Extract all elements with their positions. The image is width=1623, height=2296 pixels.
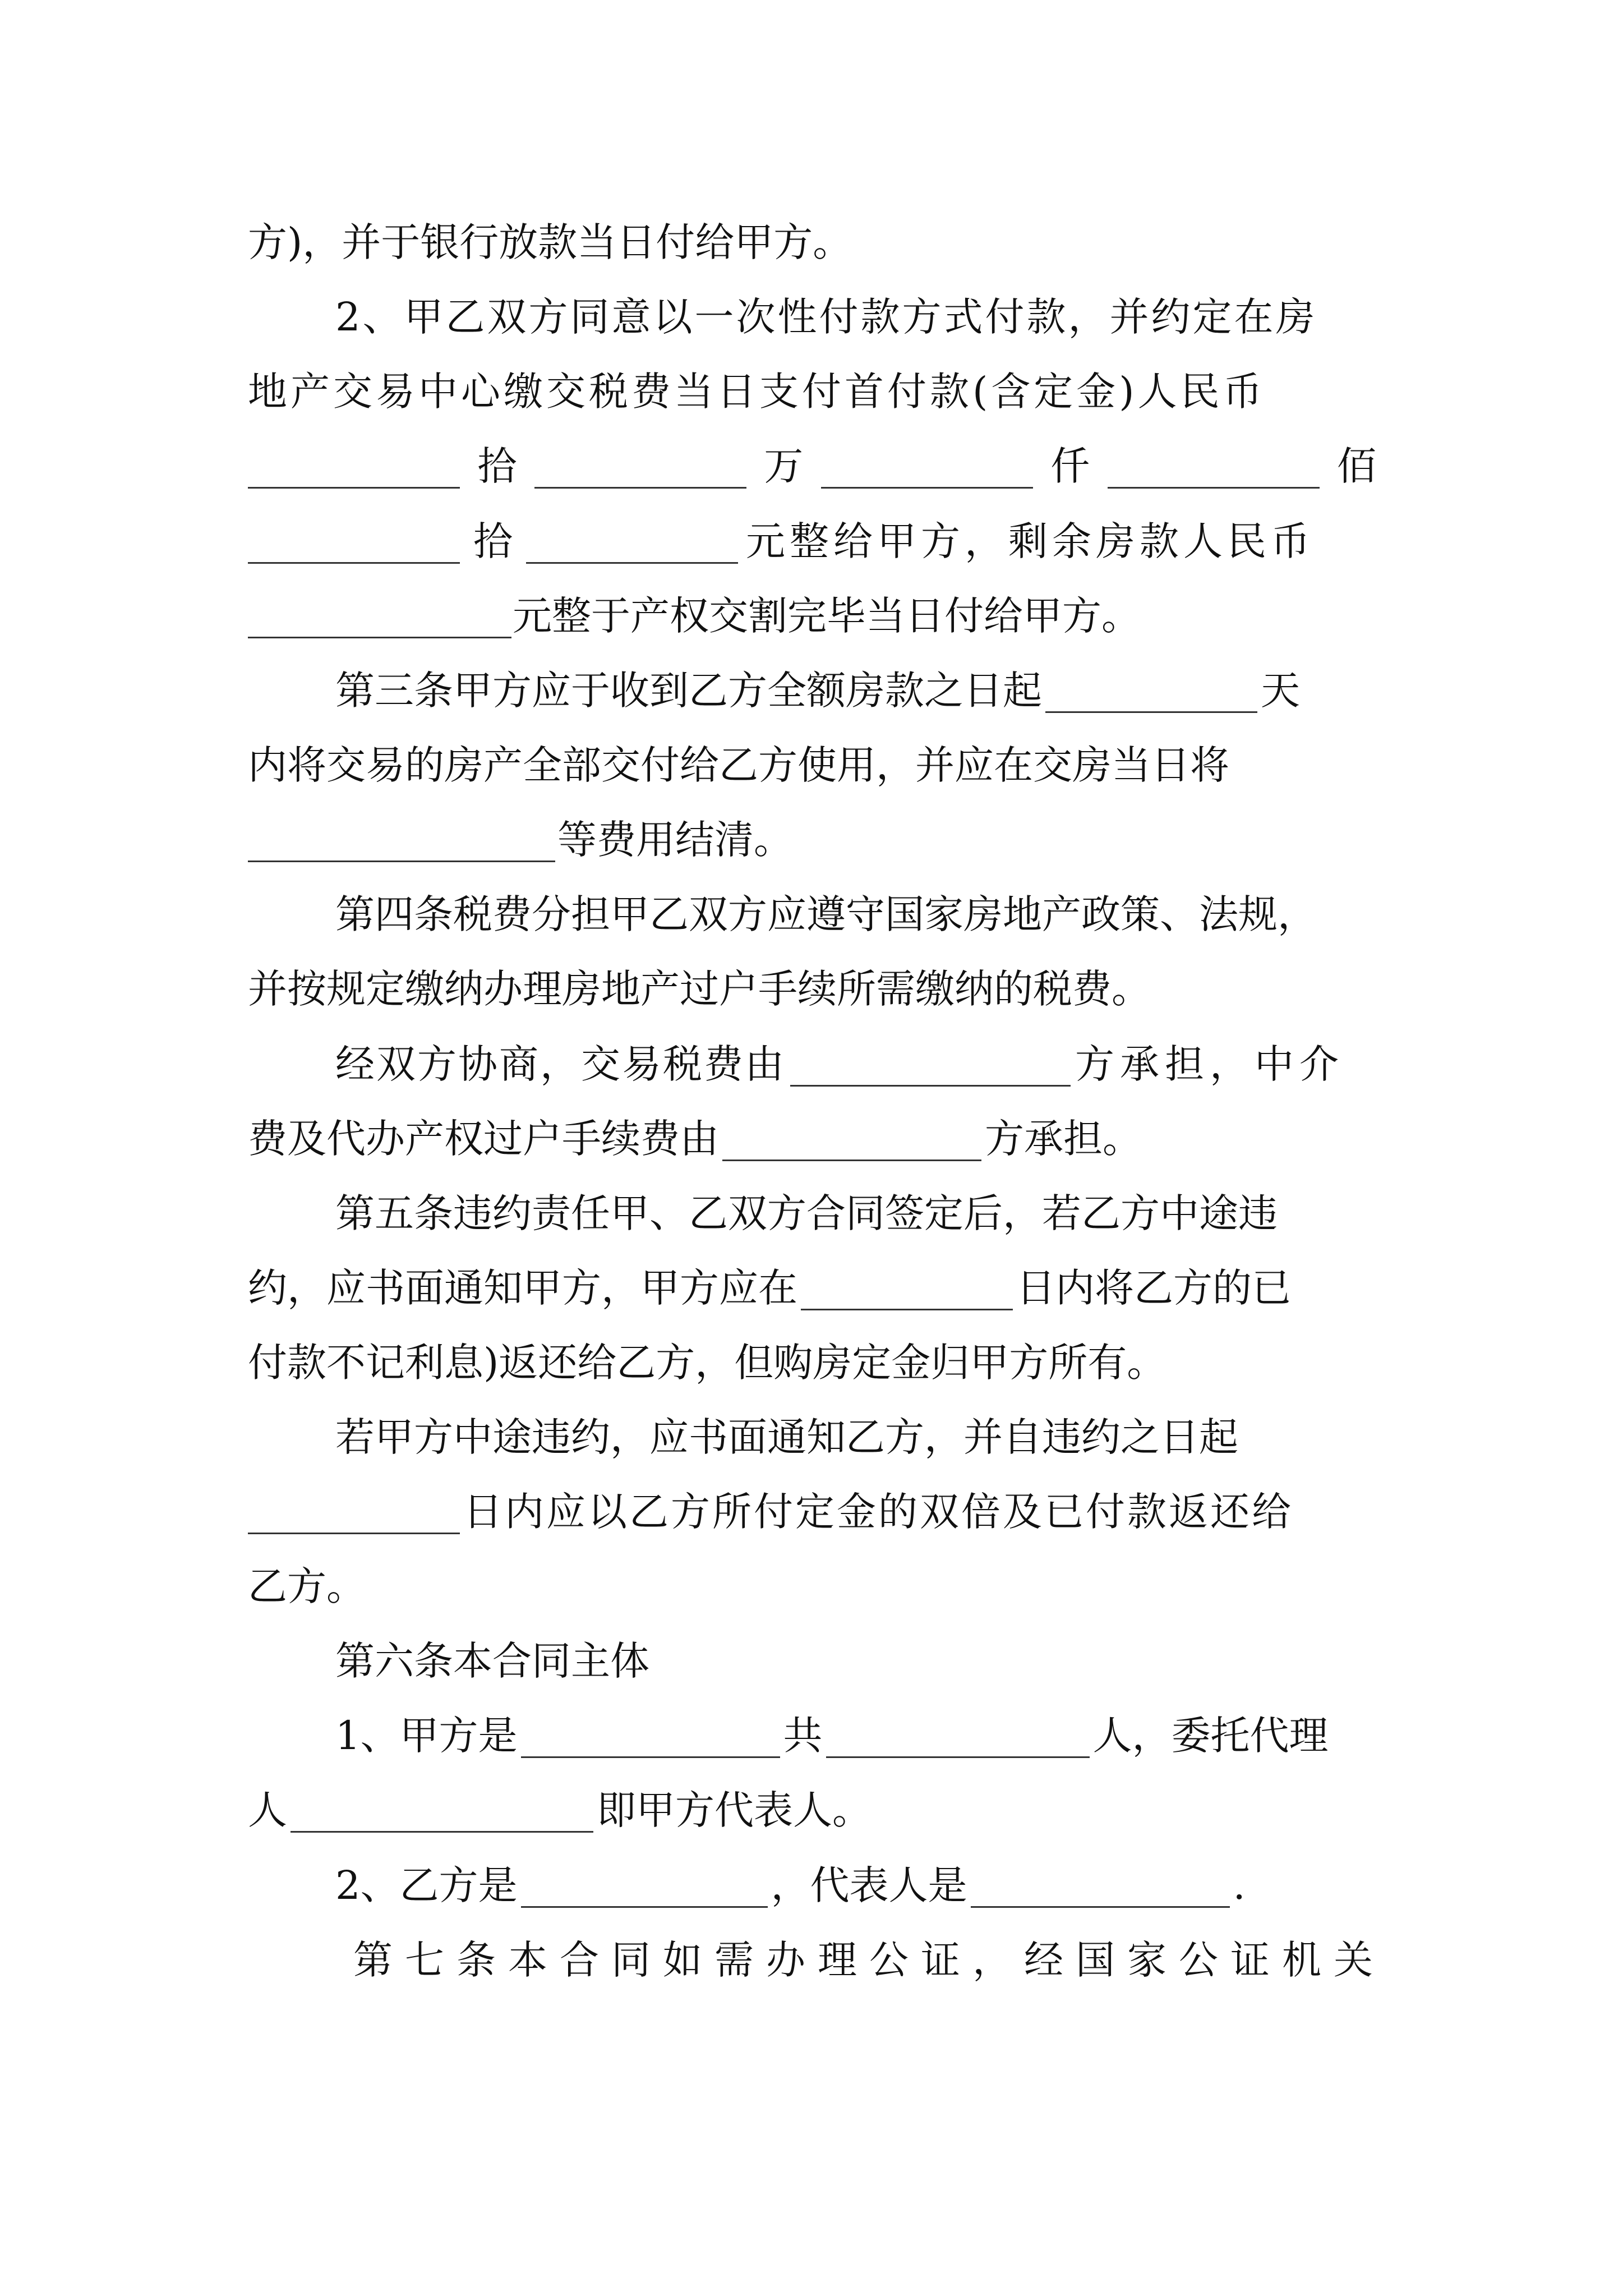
paragraph-line: [248, 809, 1376, 871]
line-text: 第七条本合同如需办理公证，经国家公证机关: [353, 1937, 1385, 1983]
blank-field[interactable]: [521, 1870, 768, 1908]
blank-field[interactable]: [821, 450, 1033, 489]
line-text: 方承担。: [985, 1116, 1142, 1162]
paragraph-line: [248, 734, 1376, 796]
blank-field[interactable]: [526, 526, 738, 564]
section-heading: [335, 1630, 1376, 1692]
line-text: 日内应以乙方所付定金的双倍及已付款返还给: [463, 1489, 1293, 1535]
paragraph-line: [248, 510, 1376, 572]
line-text: 并按规定缴纳办理房地产过户手续所需缴纳的税费。: [248, 966, 1151, 1012]
paragraph-line: [335, 884, 1376, 945]
blank-field[interactable]: [248, 1496, 460, 1534]
blank-field[interactable]: [1108, 450, 1320, 489]
line-text: 共: [783, 1713, 823, 1759]
blank-field[interactable]: [826, 1720, 1090, 1758]
paragraph-line: [248, 211, 1376, 273]
line-text: 天: [1261, 668, 1300, 714]
blank-field[interactable]: [248, 526, 460, 564]
line-text: 方)，并于银行放款当日付给甲方。: [248, 219, 852, 265]
blank-field[interactable]: [248, 600, 511, 638]
line-text: 元整于产权交割完毕当日付给甲方。: [513, 593, 1141, 639]
blank-field[interactable]: [291, 1795, 593, 1833]
paragraph-line: [335, 1182, 1376, 1244]
line-text: 等费用结清。: [557, 817, 793, 863]
line-text: 1、甲方是: [335, 1713, 518, 1759]
blank-field[interactable]: [790, 1048, 1071, 1087]
paragraph-line: [248, 361, 1376, 422]
blank-field[interactable]: [521, 1720, 780, 1758]
line-text: 人: [248, 1787, 287, 1833]
paragraph-line: [335, 660, 1376, 721]
line-text: 即甲方代表人。: [597, 1787, 872, 1833]
line-text: 乙方。: [248, 1563, 366, 1609]
paragraph-line: [248, 1332, 1376, 1393]
unit-label: 拾: [477, 443, 517, 489]
unit-label: 拾: [473, 518, 513, 564]
line-text: 2、乙方是: [335, 1862, 518, 1908]
line-text: 约，应书面通知甲方，甲方应在: [248, 1265, 797, 1311]
paragraph-line: [353, 1929, 1385, 1991]
line-text: .: [1233, 1862, 1246, 1908]
paragraph-line: [248, 1779, 1376, 1841]
line-text: 第五条违约责任甲、乙双方合同签定后，若乙方中途违: [335, 1190, 1278, 1236]
paragraph-line: [248, 1556, 1376, 1617]
line-text: 费及代办产权过户手续费由: [248, 1116, 719, 1162]
line-text: 方承担，中介: [1075, 1041, 1344, 1087]
line-text: 元整给甲方，剩余房款人民币: [746, 518, 1315, 564]
paragraph-line: [335, 286, 1376, 348]
paragraph-line: [335, 1033, 1376, 1095]
line-text: 若甲方中途违约，应书面通知乙方，并自违约之日起: [335, 1414, 1238, 1460]
paragraph-line: [335, 1855, 1376, 1916]
blank-field[interactable]: [248, 824, 555, 862]
paragraph-line: [248, 958, 1376, 1020]
paragraph-line: [248, 1108, 1376, 1170]
line-text: 第三条甲方应于收到乙方全额房款之日起: [335, 668, 1042, 714]
line-text: 第四条税费分担甲乙双方应遵守国家房地产政策、法规，: [335, 891, 1317, 937]
unit-label: 佰: [1336, 443, 1376, 489]
paragraph-line: [335, 1406, 1376, 1468]
line-text: 经双方协商，交易税费由: [335, 1041, 786, 1087]
blank-field[interactable]: [971, 1870, 1230, 1908]
paragraph-line: [248, 1481, 1376, 1543]
unit-label: 仟: [1050, 443, 1090, 489]
blank-field[interactable]: [1045, 675, 1257, 713]
paragraph-line: [248, 1257, 1376, 1319]
paragraph-line: [248, 435, 1376, 497]
line-text: 付款不记利息)返还给乙方，但购房定金归甲方所有。: [248, 1340, 1166, 1386]
blank-field[interactable]: [248, 450, 460, 489]
line-text: 日内将乙方的已: [1016, 1265, 1291, 1311]
line-text: 内将交易的房产全部交付给乙方使用，并应在交房当日将: [248, 742, 1229, 788]
blank-field[interactable]: [801, 1272, 1013, 1310]
line-text: 2、甲乙双方同意以一次性付款方式付款，并约定在房: [335, 294, 1317, 340]
unit-label: 万: [764, 443, 804, 489]
paragraph-line: [248, 585, 1376, 647]
blank-field[interactable]: [534, 450, 746, 489]
blank-field[interactable]: [722, 1123, 981, 1161]
line-text: 人，委托代理: [1092, 1713, 1329, 1759]
paragraph-line: [335, 1705, 1376, 1766]
line-text: 第六条本合同主体: [335, 1638, 649, 1684]
line-text: ，代表人是: [771, 1862, 967, 1908]
line-text: 地产交易中心缴交税费当日支付首付款(含定金)人民币: [248, 369, 1266, 415]
